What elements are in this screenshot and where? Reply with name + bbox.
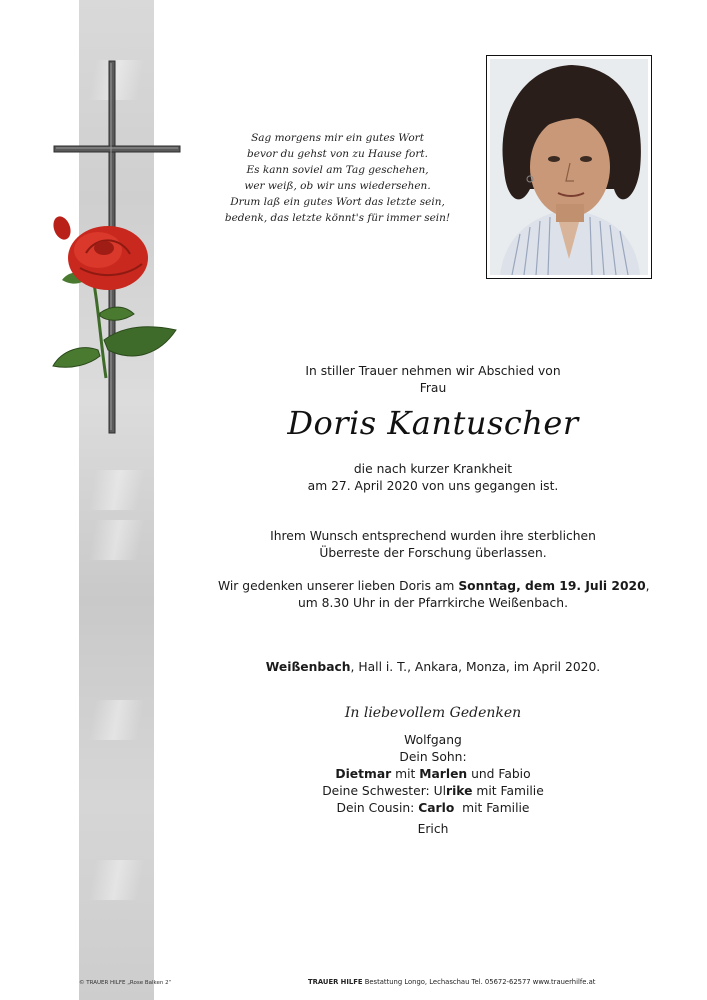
und-fabio: und Fabio xyxy=(467,767,531,781)
poem xyxy=(220,130,455,226)
wish-notice xyxy=(218,528,648,562)
cross-with-rose-icon xyxy=(38,58,188,438)
mourner-marlen: Marlen xyxy=(419,767,468,781)
place-date xyxy=(218,659,648,676)
mourner-erich: Erich xyxy=(417,822,449,836)
memorial-text: Wir gedenken unserer lieben Doris am xyxy=(218,579,459,593)
mourner-dietmar: Dietmar xyxy=(335,767,392,781)
place-rest: , Hall i. T., Ankara, Monza, im April 2020. xyxy=(350,660,601,674)
mit-text: mit xyxy=(391,767,420,781)
poem-line: Sag morgens mir ein gutes Wort xyxy=(251,132,424,144)
poem-line: Es kann soviel am Tag geschehen, xyxy=(246,164,429,176)
memorial-line-2: um 8.30 Uhr in der Pfarrkirche Weißenbach. xyxy=(297,596,569,610)
poem-line: wer weiß, ob wir uns wiedersehen. xyxy=(244,180,431,192)
mourners-list xyxy=(218,732,648,838)
poem-line: Drum laß ein gutes Wort das letzte sein, xyxy=(230,196,445,208)
death-line-1: die nach kurzer Krankheit xyxy=(353,462,513,476)
gedenken-heading: In liebevollem Gedenken xyxy=(344,705,522,721)
son-label: Dein Sohn: xyxy=(399,750,467,764)
mourner-wolfgang: Wolfgang xyxy=(404,733,462,747)
death-line-2: am 27. April 2020 von uns gegangen ist. xyxy=(307,479,559,493)
footer-credit xyxy=(308,978,595,986)
intro-line-1: In stiller Trauer nehmen wir Abschied von xyxy=(305,364,561,378)
sister-family: mit Familie xyxy=(472,784,544,798)
copyright-note: © TRAUER HILFE „Rose Balken 2“ xyxy=(79,980,172,986)
poem-line: bedenk, das letzte könnt's für immer sein! xyxy=(224,212,451,224)
intro-line-2: Frau xyxy=(419,381,447,395)
cousin-family: mit Familie xyxy=(454,801,530,815)
cousin-name: Carlo xyxy=(418,801,455,815)
deceased-name: Doris Kantuscher xyxy=(287,404,579,442)
poem-line: bevor du gehst von zu Hause fort. xyxy=(247,148,428,160)
intro-text xyxy=(218,363,648,397)
cousin-label: Dein Cousin: xyxy=(336,801,419,815)
memorial-comma: , xyxy=(645,579,650,593)
memorial-date: Sonntag, dem 19. Juli 2020 xyxy=(458,579,646,593)
death-notice xyxy=(218,461,648,495)
sister-name-start: Ul xyxy=(433,784,447,798)
memorial-notice xyxy=(218,578,648,612)
portrait-image xyxy=(490,59,648,275)
footer-contact: Bestattung Longo, Lechaschau Tel. 05672-62577 www.trauerhilfe.at xyxy=(362,978,596,986)
portrait-photo xyxy=(486,55,652,279)
footer-brand: TRAUER HILFE xyxy=(308,978,363,986)
wish-line-2: Überreste der Forschung überlassen. xyxy=(319,546,547,560)
wish-line-1: Ihrem Wunsch entsprechend wurden ihre sterblichen xyxy=(270,529,596,543)
sister-label: Deine Schwester: xyxy=(322,784,434,798)
sister-name-end: rike xyxy=(446,784,473,798)
place-town: Weißenbach xyxy=(265,660,351,674)
